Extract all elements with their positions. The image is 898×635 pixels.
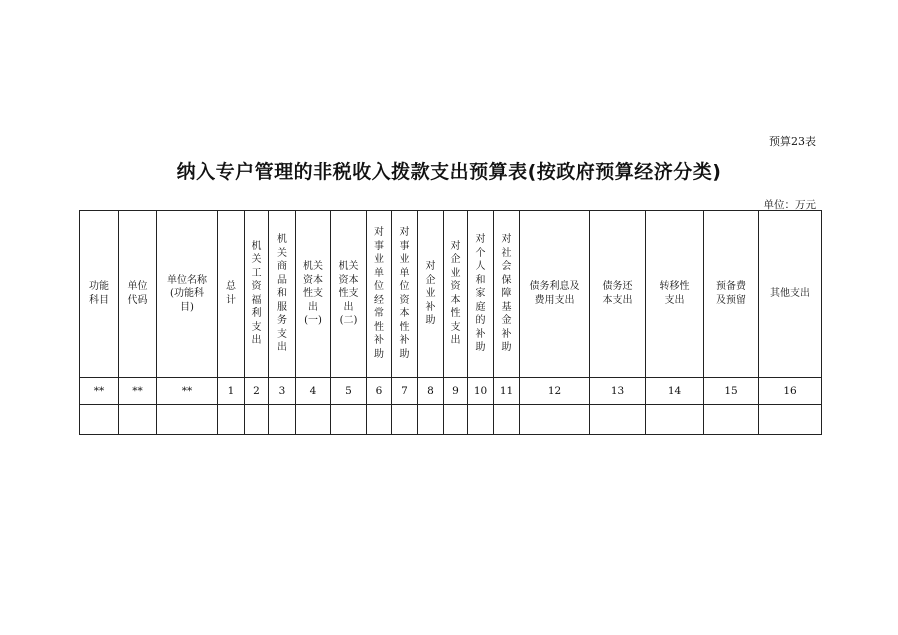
column-header-18 <box>704 211 759 378</box>
column-code-row <box>80 377 822 404</box>
column-header-line: 补 <box>425 301 436 313</box>
empty-cell[interactable] <box>245 404 269 434</box>
column-code-cell: 5 <box>331 377 367 404</box>
column-header-line: 计 <box>226 294 236 306</box>
column-code-cell: 1 <box>218 377 245 404</box>
column-header-line: 对 <box>425 261 436 273</box>
column-header-5 <box>245 211 269 378</box>
column-header-line: 性支 <box>338 288 359 300</box>
empty-cell[interactable] <box>392 404 418 434</box>
column-header-line: 助 <box>399 348 410 360</box>
empty-cell[interactable] <box>468 404 494 434</box>
column-header-line: 资本 <box>338 274 359 286</box>
form-code: 预算23表 <box>769 135 816 148</box>
column-header-line: 机 <box>277 234 287 246</box>
empty-cell[interactable] <box>590 404 646 434</box>
column-header-line: 功能 <box>89 281 109 293</box>
column-header-13 <box>468 211 494 378</box>
column-header-line: 对 <box>399 227 410 239</box>
column-header-line: 性支 <box>303 288 323 300</box>
empty-cell[interactable] <box>444 404 468 434</box>
column-header-line: 品 <box>277 274 287 286</box>
column-header-2 <box>119 211 157 378</box>
column-header-line: 费用支出 <box>534 294 575 306</box>
column-header-line: 机关 <box>338 261 359 273</box>
column-header-line: 金 <box>501 315 512 327</box>
column-header-line: 常 <box>374 308 384 320</box>
empty-cell[interactable] <box>296 404 331 434</box>
column-header-line: 经 <box>374 294 384 306</box>
column-header-line: 障 <box>501 288 512 300</box>
column-header-16 <box>590 211 646 378</box>
empty-cell[interactable] <box>704 404 759 434</box>
column-header-line: 会 <box>501 261 512 273</box>
column-header-line: 支 <box>277 328 287 340</box>
column-code-cell: 4 <box>296 377 331 404</box>
empty-cell[interactable] <box>759 404 822 434</box>
column-code-cell: 7 <box>392 377 418 404</box>
column-header-1 <box>80 211 119 378</box>
column-header-line: 代码 <box>127 294 148 306</box>
column-header-line: 对 <box>475 234 486 246</box>
column-header-line: 支 <box>251 321 262 333</box>
column-header-line: 资 <box>450 281 461 293</box>
column-header-line: 单 <box>399 267 410 279</box>
column-header-line: 助 <box>501 342 512 354</box>
column-header-line: 单位名称 <box>167 274 207 286</box>
empty-cell[interactable] <box>80 404 119 434</box>
column-header-line: 出 <box>450 335 461 347</box>
column-code-cell: 13 <box>590 377 646 404</box>
column-header-17 <box>646 211 704 378</box>
column-code-cell: 12 <box>520 377 590 404</box>
column-header-4 <box>218 211 245 378</box>
column-header-19 <box>759 211 822 378</box>
column-header-line: 对 <box>450 240 461 252</box>
column-header-line: 基 <box>501 301 512 313</box>
column-header-line: 关 <box>277 247 287 259</box>
column-header-line: 机关 <box>303 261 323 273</box>
empty-cell[interactable] <box>157 404 218 434</box>
empty-cell[interactable] <box>646 404 704 434</box>
column-header-15 <box>520 211 590 378</box>
column-header-line: 服 <box>277 301 287 313</box>
column-header-line: 性 <box>450 308 461 320</box>
column-header-line: 资 <box>251 281 262 293</box>
column-header-line: 补 <box>399 335 410 347</box>
column-header-line: 出 <box>308 301 318 313</box>
column-header-line: 机 <box>251 240 262 252</box>
column-header-line: 本 <box>450 294 461 306</box>
column-header-line: 位 <box>374 281 384 293</box>
column-header-line: 社 <box>501 247 512 259</box>
column-header-line: 保 <box>501 274 512 286</box>
column-header-line: 性 <box>374 321 384 333</box>
column-header-line: 事 <box>399 240 410 252</box>
column-header-line: 位 <box>399 281 410 293</box>
column-code-cell: 2 <box>245 377 269 404</box>
column-code-cell: ** <box>80 377 119 404</box>
column-code-cell: 15 <box>704 377 759 404</box>
column-header-line: 本 <box>399 308 410 320</box>
column-header-line: 利 <box>251 308 262 320</box>
column-header-10 <box>392 211 418 378</box>
column-header-line: 本支出 <box>602 294 633 306</box>
empty-data-row <box>80 404 822 434</box>
column-header-line: 科目 <box>89 294 109 306</box>
column-header-line: 企 <box>425 274 436 286</box>
column-header-line: 务 <box>277 315 287 327</box>
column-header-line: 业 <box>450 267 461 279</box>
column-header-12 <box>444 211 468 378</box>
column-header-line: 的 <box>475 315 486 327</box>
empty-cell[interactable] <box>269 404 296 434</box>
column-header-line: 性 <box>399 321 410 333</box>
column-header-line: 转移性 <box>659 281 690 293</box>
column-header-14 <box>494 211 520 378</box>
empty-cell[interactable] <box>119 404 157 434</box>
column-header-line: 资本 <box>303 274 323 286</box>
column-header-line: 个 <box>475 247 486 259</box>
column-code-cell: 3 <box>269 377 296 404</box>
column-header-7 <box>296 211 331 378</box>
column-header-line: 家 <box>475 288 486 300</box>
column-header-line: 工 <box>251 267 262 279</box>
column-header-line: 业 <box>399 254 410 266</box>
column-header-line: 关 <box>251 254 262 266</box>
empty-cell[interactable] <box>367 404 392 434</box>
column-header-9 <box>367 211 392 378</box>
column-header-line: 企 <box>450 254 461 266</box>
column-header-line: 和 <box>475 274 486 286</box>
empty-cell[interactable] <box>494 404 520 434</box>
column-header-line: 助 <box>475 342 486 354</box>
column-header-line: 目) <box>180 301 194 313</box>
column-code-cell: 9 <box>444 377 468 404</box>
column-header-line: 庭 <box>475 301 486 313</box>
column-header-line: 对 <box>374 227 384 239</box>
column-header-line: 助 <box>374 348 384 360</box>
column-code-cell: 8 <box>418 377 444 404</box>
column-header-line: 业 <box>374 254 384 266</box>
column-header-6 <box>269 211 296 378</box>
column-code-cell: ** <box>119 377 157 404</box>
column-header-line: 单位 <box>127 281 148 293</box>
page-title: 纳入专户管理的非税收入拨款支出预算表(按政府预算经济分类) <box>176 161 722 183</box>
column-header-line: 福 <box>251 294 262 306</box>
unit-label: 单位：万元 <box>763 199 816 211</box>
column-header-8 <box>331 211 367 378</box>
column-header-line: 人 <box>475 261 486 273</box>
column-header-line: 资 <box>399 294 410 306</box>
column-header-line: 出 <box>251 335 262 347</box>
column-header-line: 补 <box>475 328 486 340</box>
column-code-cell: 14 <box>646 377 704 404</box>
header-row <box>80 211 822 378</box>
empty-cell[interactable] <box>520 404 590 434</box>
column-header-line: 支 <box>450 321 461 333</box>
column-header-line: 出 <box>343 301 354 313</box>
column-code-cell: 10 <box>468 377 494 404</box>
column-header-11 <box>418 211 444 378</box>
column-code-cell: 16 <box>759 377 822 404</box>
column-header-line: 和 <box>277 288 287 300</box>
column-header-line: 补 <box>374 335 384 347</box>
column-header-line: 债务利息及 <box>529 281 580 293</box>
column-header-line: 单 <box>374 267 384 279</box>
column-header-line: 对 <box>501 234 512 246</box>
column-header-line: (一) <box>304 315 322 327</box>
budget-table <box>79 210 822 435</box>
column-header-line: 预备费 <box>716 281 746 293</box>
empty-cell[interactable] <box>418 404 444 434</box>
column-header-line: 其他支出 <box>770 288 810 300</box>
column-header-line: 支出 <box>664 294 685 306</box>
column-header-line: 及预留 <box>716 294 746 306</box>
column-header-line: 补 <box>501 328 512 340</box>
column-code-cell: ** <box>157 377 218 404</box>
column-header-line: 出 <box>277 342 287 354</box>
column-header-3 <box>157 211 218 378</box>
column-header-line: (二) <box>339 315 358 327</box>
empty-cell[interactable] <box>218 404 245 434</box>
column-code-cell: 6 <box>367 377 392 404</box>
column-header-line: 助 <box>425 315 436 327</box>
column-header-line: (功能科 <box>170 288 204 300</box>
column-code-cell: 11 <box>494 377 520 404</box>
column-header-line: 总 <box>226 281 236 293</box>
column-header-line: 商 <box>277 261 287 273</box>
column-header-line: 事 <box>374 240 384 252</box>
empty-cell[interactable] <box>331 404 367 434</box>
column-header-line: 债务还 <box>602 281 633 293</box>
column-header-line: 业 <box>425 288 436 300</box>
